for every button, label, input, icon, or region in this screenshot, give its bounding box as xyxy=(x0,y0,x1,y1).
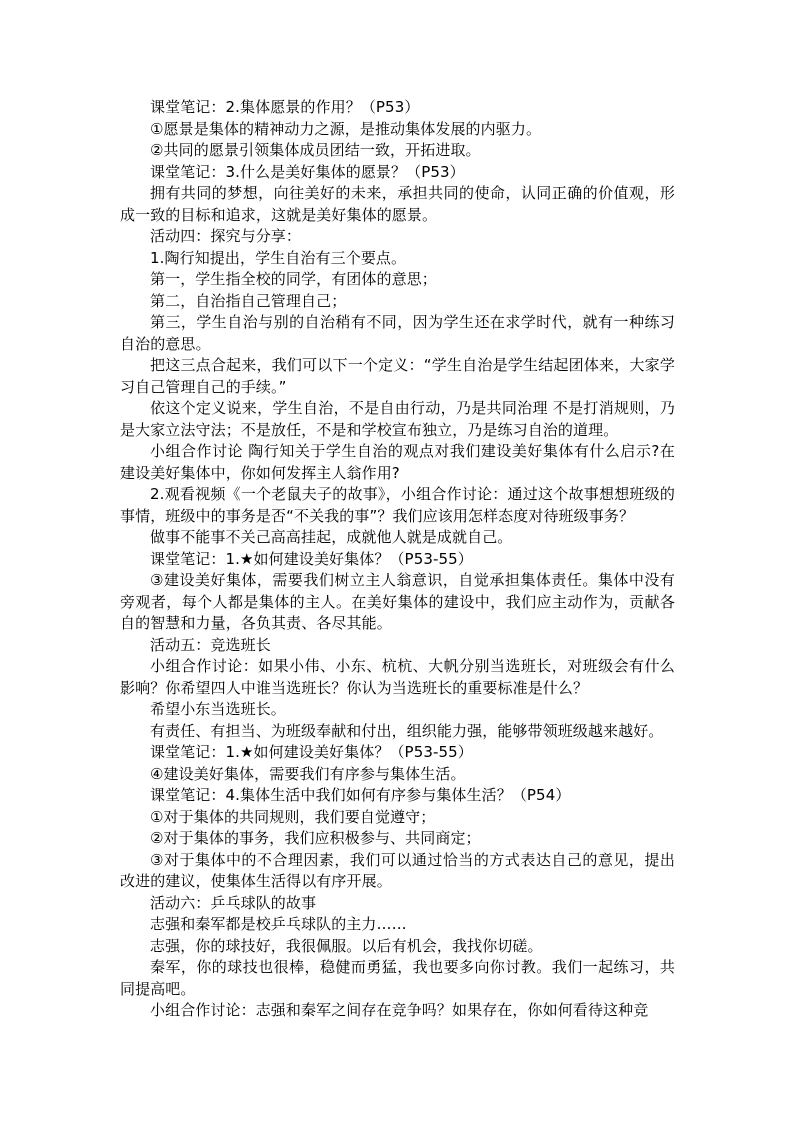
document-body xyxy=(120,97,675,1022)
discussion-prompt: 小组合作讨论：志强和秦军之间存在竞争吗？如果存在，你如何看待这种竞 xyxy=(150,1001,649,1019)
paragraph: 第三，学生自治与别的自治稍有不同，因为学生还在求学时代，就有一种练习自治的意思。 xyxy=(120,313,675,353)
activity-heading: 活动六：乒乓球队的故事 xyxy=(150,893,317,912)
paragraph: 做事不能事不关己高高挂起，成就他人就是成就自己。 xyxy=(150,528,513,546)
paragraph: 2.观看视频《一个老鼠夫子的故事》，小组合作讨论：通过这个故事想想班级的事情，班级中的事务是否“不关我的事”？我们应该用怎样态度对待班级事务？ xyxy=(120,485,675,525)
paragraph: 第二，自治指自己管理自己； xyxy=(150,291,347,310)
paragraph: 志强和秦军都是校乒乓球队的主力…… xyxy=(150,915,407,933)
paragraph: 志强，你的球技好，我很佩服。以后有机会，我找你切磋。 xyxy=(150,936,543,955)
paragraph: 把这三点合起来，我们可以下一个定义：“学生自治是学生结起团体来，大家学习自己管理自己的手续。” xyxy=(120,356,675,396)
paragraph: 拥有共同的梦想，向往美好的未来，承担共同的使命，认同正确的价值观，形成一致的目标和追求，这就是美好集体的愿景。 xyxy=(120,184,675,224)
paragraph: 希望小东当选班长。 xyxy=(150,700,286,718)
discussion-prompt: 小组合作讨论：如果小伟、小东、杭杭、大帆分别当选班长，对班级会有什么影响？你希望四人中谁当选班长？你认为当选班长的重要标准是什么？ xyxy=(120,657,675,697)
note-item: ④建设美好集体，需要我们有序参与集体生活。 xyxy=(150,764,466,783)
note-heading: 课堂笔记：1.★如何建设美好集体？（P53-55） xyxy=(150,743,473,761)
activity-heading: 活动五：竞选班长 xyxy=(150,635,271,654)
paragraph: 1.陶行知提出，学生自治有三个要点。 xyxy=(150,248,407,267)
note-heading: 课堂笔记：4.集体生活中我们如何有序参与集体生活？（P54） xyxy=(150,786,571,804)
note-item: ②对于集体的事务，我们应积极参与、共同商定； xyxy=(150,829,481,847)
note-item: ①对于集体的共同规则，我们要自觉遵守； xyxy=(150,807,436,826)
paragraph: 秦军，你的球技也很棒，稳健而勇猛，我也要多向你讨教。我们一起练习，共同提高吧。 xyxy=(120,958,675,998)
note-heading: 课堂笔记：3.什么是美好集体的愿景？（P53） xyxy=(150,162,465,181)
note-heading: 课堂笔记：1.★如何建设美好集体？（P53-55） xyxy=(150,549,473,568)
paragraph: 有责任、有担当、为班级奉献和付出，组织能力强，能够带领班级越来越好。 xyxy=(150,721,664,740)
note-item: ③建设美好集体，需要我们树立主人翁意识，自觉承担集体责任。集体中没有旁观者，每个人都是集体的主人。在美好集体的建设中，我们应主动作为，贡献各自的智慧和力量，各负其责、各尽其能。 xyxy=(120,571,675,632)
discussion-prompt: 小组合作讨论 陶行知关于学生自治的观点对我们建设美好集体有什么启示?在建设美好集体中，你如何发挥主人翁作用? xyxy=(120,442,675,482)
note-heading: 课堂笔记：2.集体愿景的作用？（P53） xyxy=(150,98,420,116)
note-item: ①愿景是集体的精神动力之源，是推动集体发展的内驱力。 xyxy=(150,119,542,138)
note-item: ②共同的愿景引领集体成员团结一致，开拓进取。 xyxy=(150,141,481,159)
paragraph: 依这个定义说来，学生自治，不是自由行动，乃是共同治理 不是打消规则，乃是大家立法守法；不是放任，不是和学校宣布独立，乃是练习自治的道理。 xyxy=(120,399,675,439)
activity-heading: 活动四：探究与分享： xyxy=(150,227,302,245)
note-item: ③对于集体中的不合理因素，我们可以通过恰当的方式表达自己的意见，提出改进的建议，使集体生活得以有序开展。 xyxy=(120,850,675,890)
paragraph: 第一，学生指全校的同学，有团体的意思； xyxy=(150,270,437,288)
